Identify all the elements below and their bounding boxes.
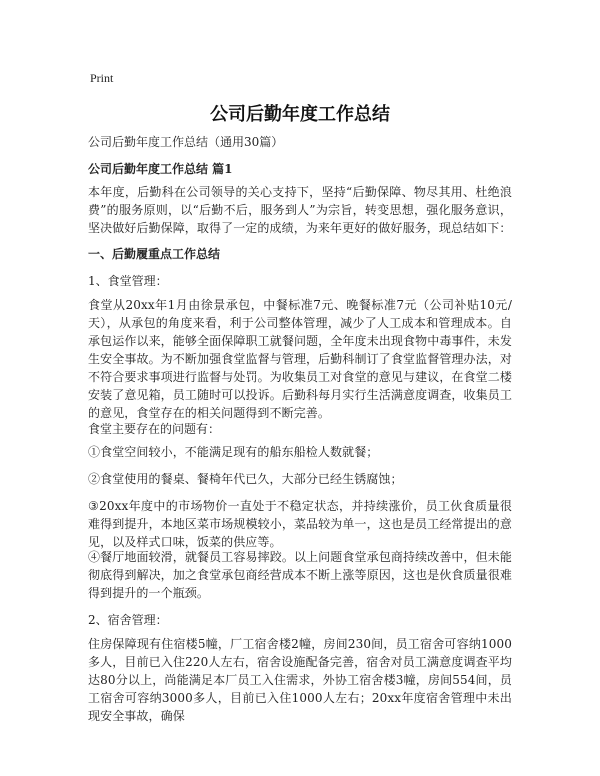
problems-intro: 食堂主要存在的问题有：	[88, 422, 221, 436]
article-heading: 公司后勤年度工作总结 篇1	[88, 162, 233, 176]
intro-paragraph: 本年度，后勤科在公司领导的关心支持下，坚持“后勤保障、物尽其用、杜绝浪费”的服务原则，以“后勤不后，服务到人”为宗旨，转变思想，强化服务意识，坚决做好后勤保障，取得了一定的成绩，为来年更好的做好服务，现总结如下：	[88, 185, 512, 235]
problem-item-2: ②食堂使用的餐桌、餐椅年代已久，大部分已经生锈腐蚀；	[88, 472, 403, 486]
dormitory-paragraph: 住房保障现有住宿楼5幢，厂工宿舍楼2幢，房间230间，员工宿舍可容纳1000多人，目前已入住220人左右，宿舍设施配备完善，宿舍对员工满意度调查平均达80分以上，尚能满足本厂员工入住需求，外协工宿舍楼3幢，房间554间，员工宿舍可容纳3000多人，目前已入住1000人左右；20xx年度宿舍管理中未出现安全事故，确保	[88, 637, 512, 723]
page-title: 公司后勤年度工作总结	[210, 104, 390, 125]
problem-item-1: ①食堂空间较小，不能满足现有的船东船检人数就餐；	[88, 445, 379, 459]
canteen-heading: 1、食堂管理：	[88, 274, 168, 288]
canteen-paragraph: 食堂从20xx年1月由徐景承包，中餐标准7元、晚餐标准7元（公司补贴10元/天），从承包的角度来看，利于公司整体管理，减少了人工成本和管理成本。自承包运作以来，能够全面保障职工就餐问题，全年度未出现食物中毒事件，未发生安全事故。为不断加强食堂监督与管理，后勤科制订了食堂监督管理办法，对不符合要求事项进行监督与处罚。为收集员工对食堂的意见与建议，在食堂二楼安装了意见箱，员工随时可以投诉。后勤科每月实行生活满意度调查，收集员工的意见，食堂存在的相关问题得到不断完善。	[88, 298, 512, 420]
document-subtitle: 公司后勤年度工作总结（通用30篇）	[88, 135, 284, 149]
section-heading: 一、后勤履重点工作总结	[88, 247, 221, 261]
dormitory-heading: 2、宿舍管理：	[88, 613, 168, 627]
print-link[interactable]: Print	[90, 71, 114, 85]
problem-item-4: ④餐厅地面较滑，就餐员工容易摔跤。以上问题食堂承包商持续改善中，但未能彻底得到解决，加之食堂承包商经营成本不断上涨等原因，这也是伙食质量很难得到提升的一个瓶颈。	[88, 550, 512, 600]
problem-item-3: ③20xx年度中的市场物价一直处于不稳定状态，并持续涨价，员工伙食质量很难得到提升，本地区菜市场规模较小，菜品较为单一，这也是员工经常提出的意见，以及样式口味，饭菜的供应等。	[88, 499, 512, 549]
